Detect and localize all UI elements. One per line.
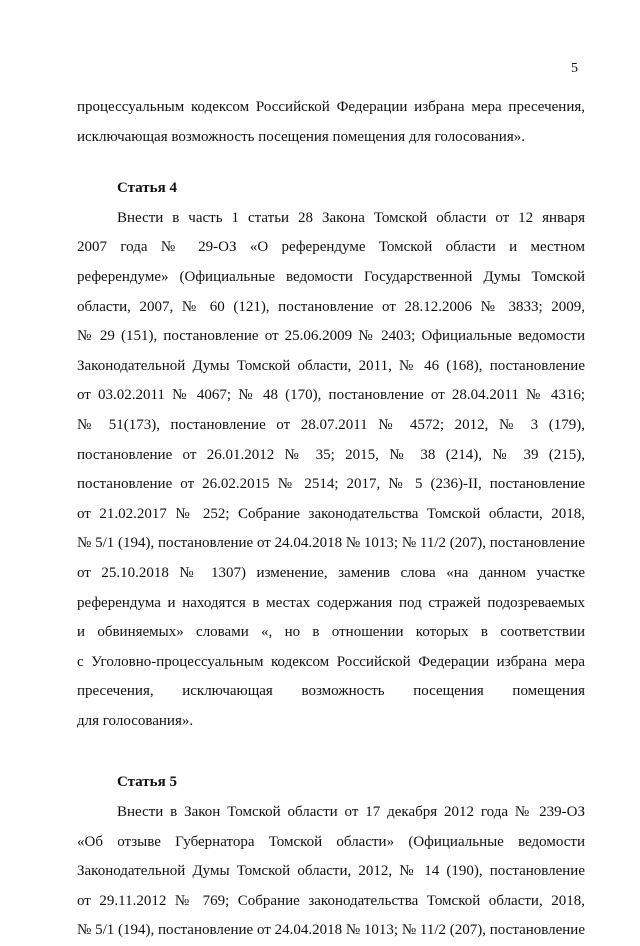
text-line: «Об отзыве Губернатора Томской области» (Официальные ведомости: [77, 833, 585, 850]
text-line: 2007 года № 29-ОЗ «О референдуме Томской области и местном: [77, 239, 585, 256]
text-line: пресечения, исключающая возможность посещения помещения: [77, 683, 585, 700]
text-line: № 51(173), постановление от 28.07.2011 № 4572; 2012, № 3 (179),: [77, 416, 585, 433]
text-line: для голосования».: [77, 712, 194, 729]
page-number: 5: [571, 61, 578, 76]
text-line: № 5/1 (194), постановление от 24.04.2018 № 1013; № 11/2 (207), постановление: [77, 535, 585, 552]
text-line: от 21.02.2017 № 252; Собрание законодательства Томской области, 2018,: [77, 505, 585, 522]
text-line: с Уголовно-процессуальным кодексом Российской Федерации избрана мера: [77, 653, 585, 670]
article-4-heading: Статья 4: [117, 180, 177, 197]
document-body: [77, 93, 585, 946]
text-line: референдума и находятся в местах содержания под стражей подозреваемых: [77, 594, 585, 611]
text-line: № 29 (151), постановление от 25.06.2009 № 2403; Официальные ведомости: [77, 328, 585, 345]
text-line: от 29.11.2012 № 769; Собрание законодательства Томской области, 2018,: [77, 892, 585, 909]
text-line: № 5/1 (194), постановление от 24.04.2018 № 1013; № 11/2 (207), постановление: [77, 922, 585, 939]
text-line: Законодательной Думы Томской области, 2012, № 14 (190), постановление: [77, 863, 585, 880]
text-line: от 25.10.2018 № 1307) изменение, заменив слова «на данном участке: [77, 564, 585, 581]
text-line: и обвиняемых» словами «, но в отношении которых в соответствии: [77, 624, 585, 641]
text-line: Внести в Закон Томской области от 17 декабря 2012 года № 239-ОЗ: [117, 804, 585, 821]
text-line: постановление от 26.01.2012 № 35; 2015, № 38 (214), № 39 (215),: [77, 446, 585, 463]
text-line: постановление от 26.02.2015 № 2514; 2017, № 5 (236)-II, постановление: [77, 476, 585, 493]
text-line: референдуме» (Официальные ведомости Государственной Думы Томской: [77, 268, 585, 285]
article-5-heading: Статья 5: [117, 774, 177, 791]
text-line: области, 2007, № 60 (121), постановление от 28.12.2006 № 3833; 2009,: [77, 298, 585, 315]
text-line: Законодательной Думы Томской области, 2011, № 46 (168), постановление: [77, 357, 585, 374]
text-line: исключающая возможность посещения помещения для голосования».: [77, 128, 525, 145]
text-line: Внести в часть 1 статьи 28 Закона Томской области от 12 января: [117, 209, 585, 226]
text-line: от 03.02.2011 № 4067; № 48 (170), постановление от 28.04.2011 № 4316;: [77, 387, 585, 404]
text-line: процессуальным кодексом Российской Федерации избрана мера пресечения,: [77, 99, 585, 115]
